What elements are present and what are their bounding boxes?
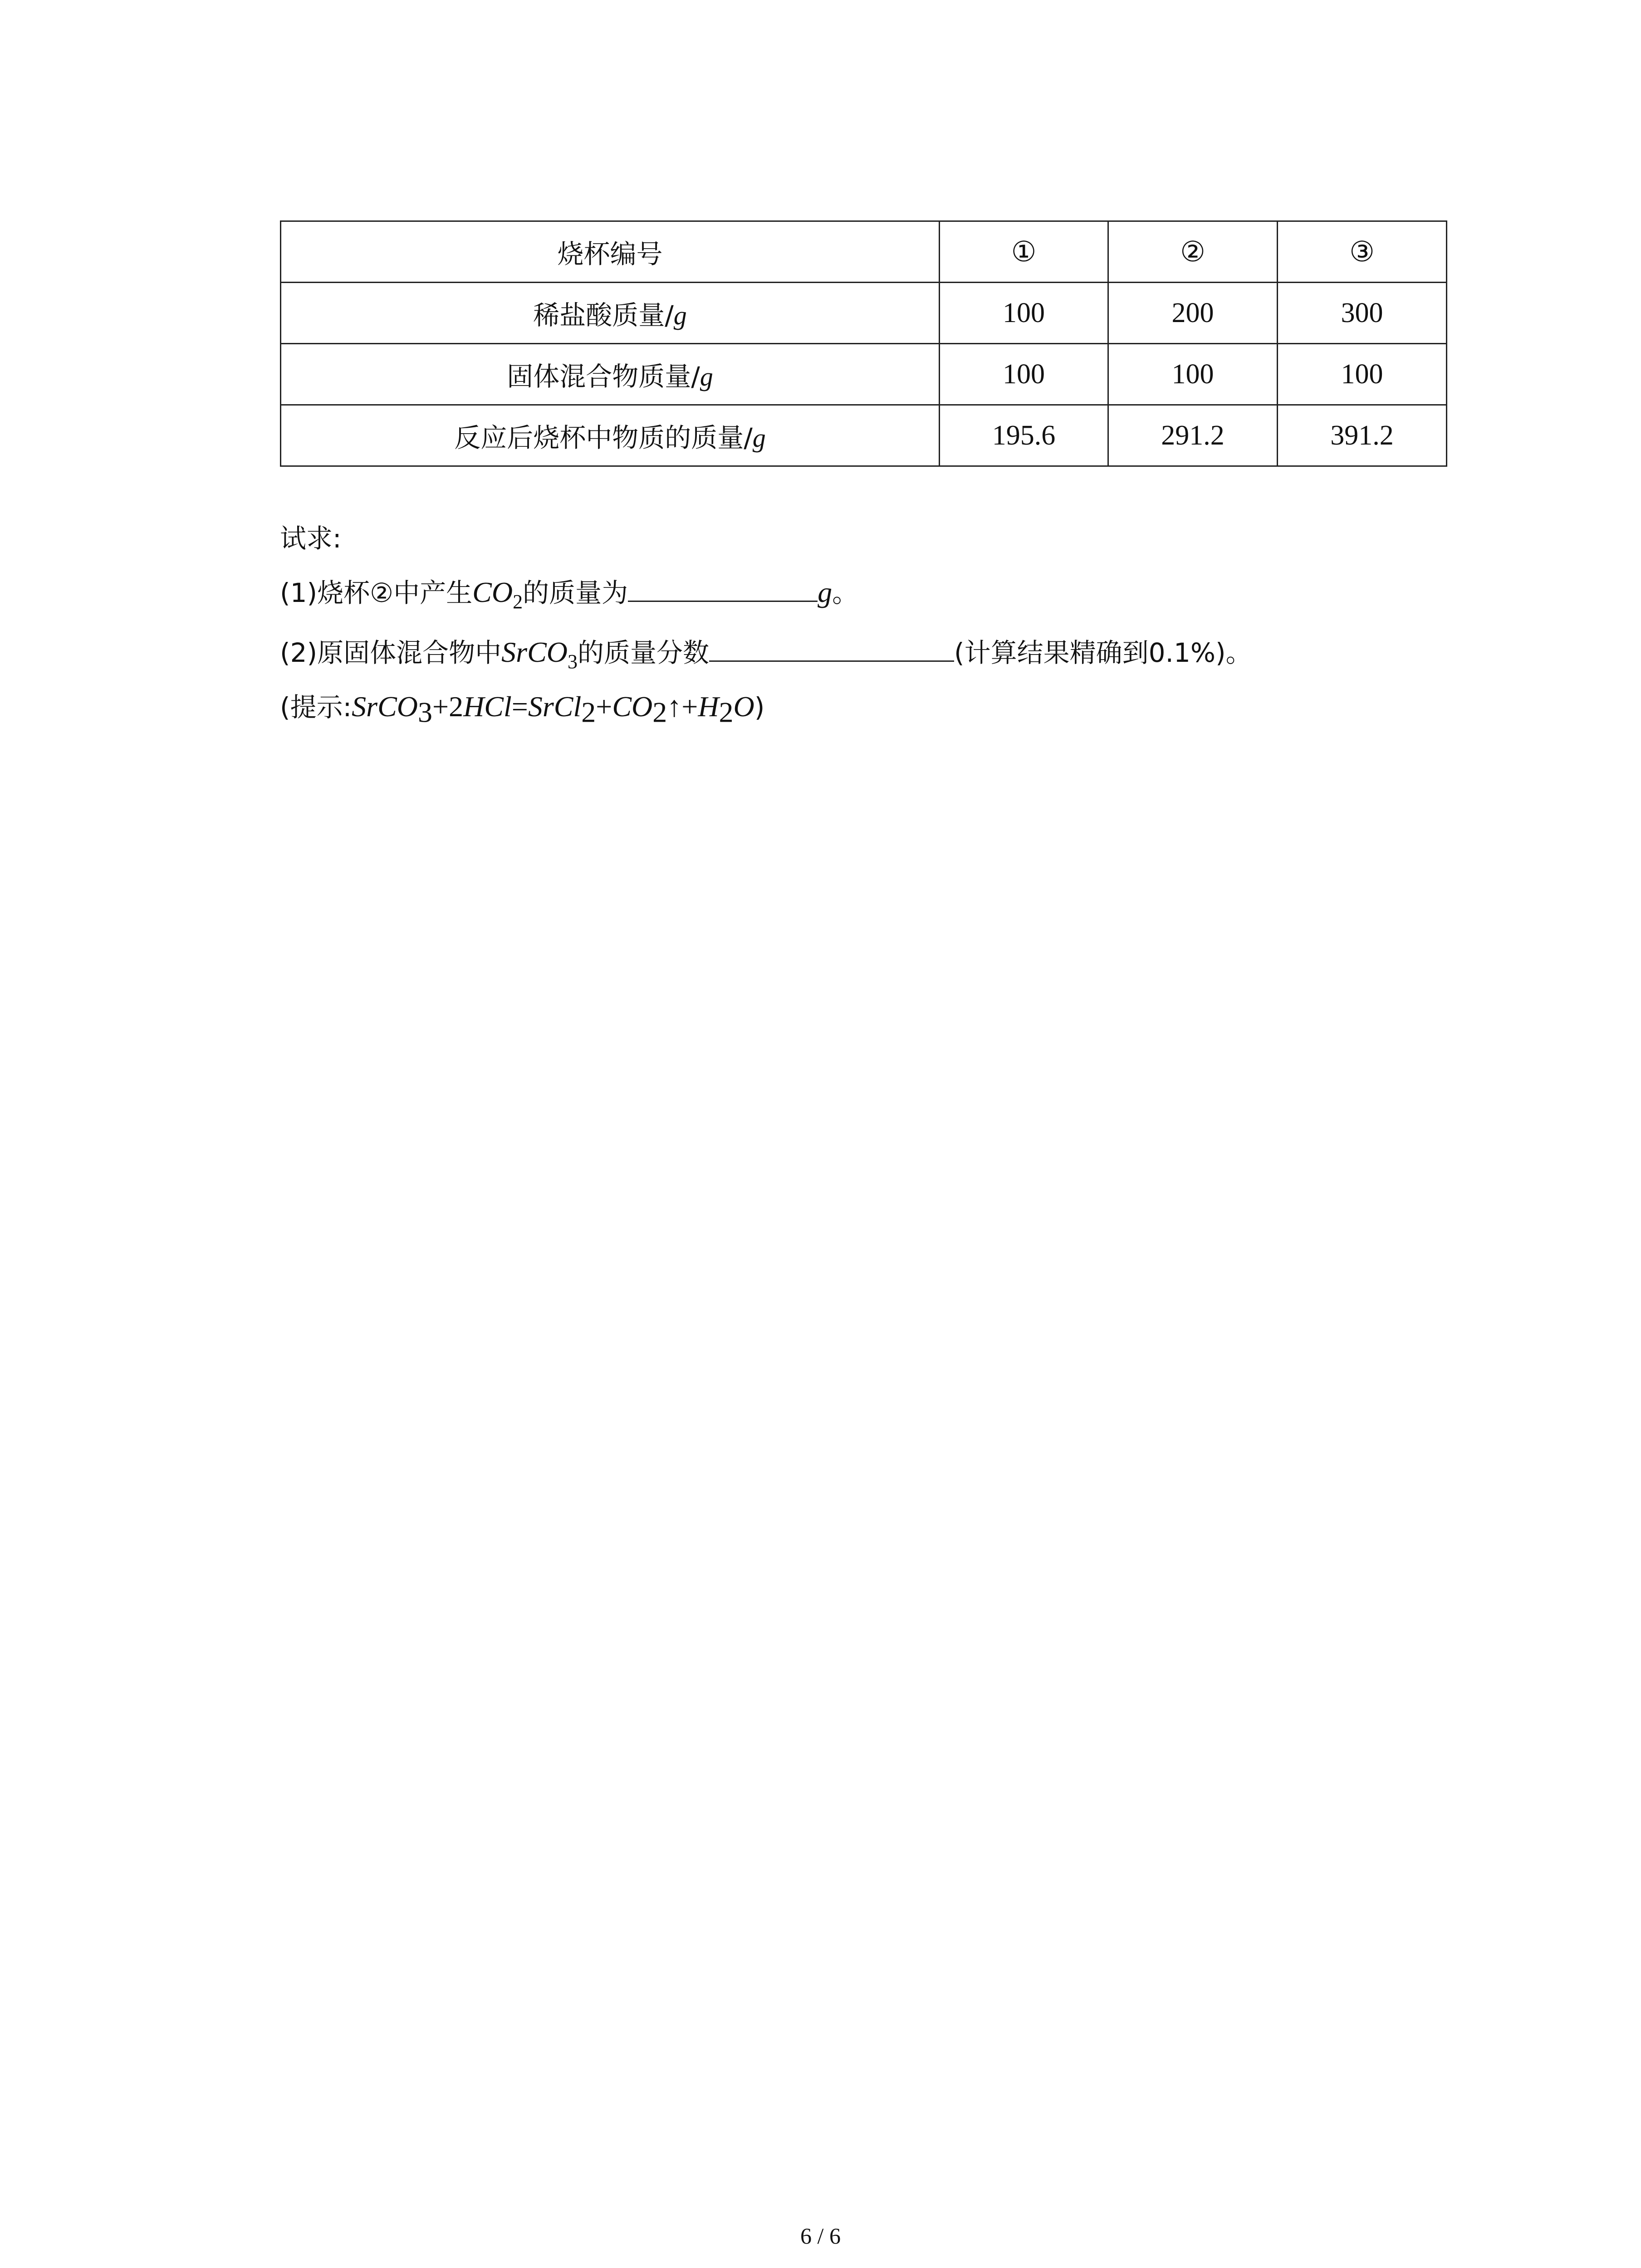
table-cell: ③ [1278, 221, 1447, 283]
table-cell: 100 [940, 283, 1108, 344]
questions-intro: 试求: [280, 523, 342, 554]
table-cell: 200 [1108, 283, 1278, 344]
table-cell: 300 [1278, 283, 1447, 344]
row-label: 反应后烧杯中物质的质量/g [281, 405, 940, 466]
table-cell: 391.2 [1278, 405, 1447, 466]
answer-blank[interactable] [709, 635, 954, 662]
table-cell: ① [940, 221, 1108, 283]
data-table [280, 220, 1447, 467]
table-row [281, 283, 1447, 344]
hint: (提示$:SrCO_3+2HCl=SrCl_2+CO_2↑+H_2O$) [280, 690, 765, 728]
row-label: 固体混合物质量/g [281, 344, 940, 405]
unit-label: g [752, 423, 766, 453]
table-cell: 100 [940, 344, 1108, 405]
table-row [281, 405, 1447, 466]
table-cell: 195.6 [940, 405, 1108, 466]
row-label: 烧杯编号 [281, 221, 940, 283]
table-cell: 291.2 [1108, 405, 1278, 466]
table-row [281, 221, 1447, 283]
formula: $CO_2$ [472, 576, 523, 613]
gas-arrow-icon: ↑ [667, 690, 682, 723]
unit-label: g [673, 301, 687, 330]
table-cell: ② [1108, 221, 1278, 283]
table-cell: 100 [1278, 344, 1447, 405]
unit-label: g [700, 362, 713, 391]
row-label: 稀盐酸质量/g [281, 283, 940, 344]
page-number: 6 / 6 [800, 2223, 841, 2248]
answer-blank[interactable] [628, 575, 818, 602]
table-row [281, 344, 1447, 405]
question-1: (1)烧杯②中产生$CO_2$的质量为 g。 [280, 576, 859, 613]
formula: SrCO$_3$ [501, 636, 578, 673]
question-2: (2)原固体混合物中SrCO$_3$的质量分数 (计算结果精确到0.1%)。 [280, 636, 1252, 673]
table-cell: 100 [1108, 344, 1278, 405]
